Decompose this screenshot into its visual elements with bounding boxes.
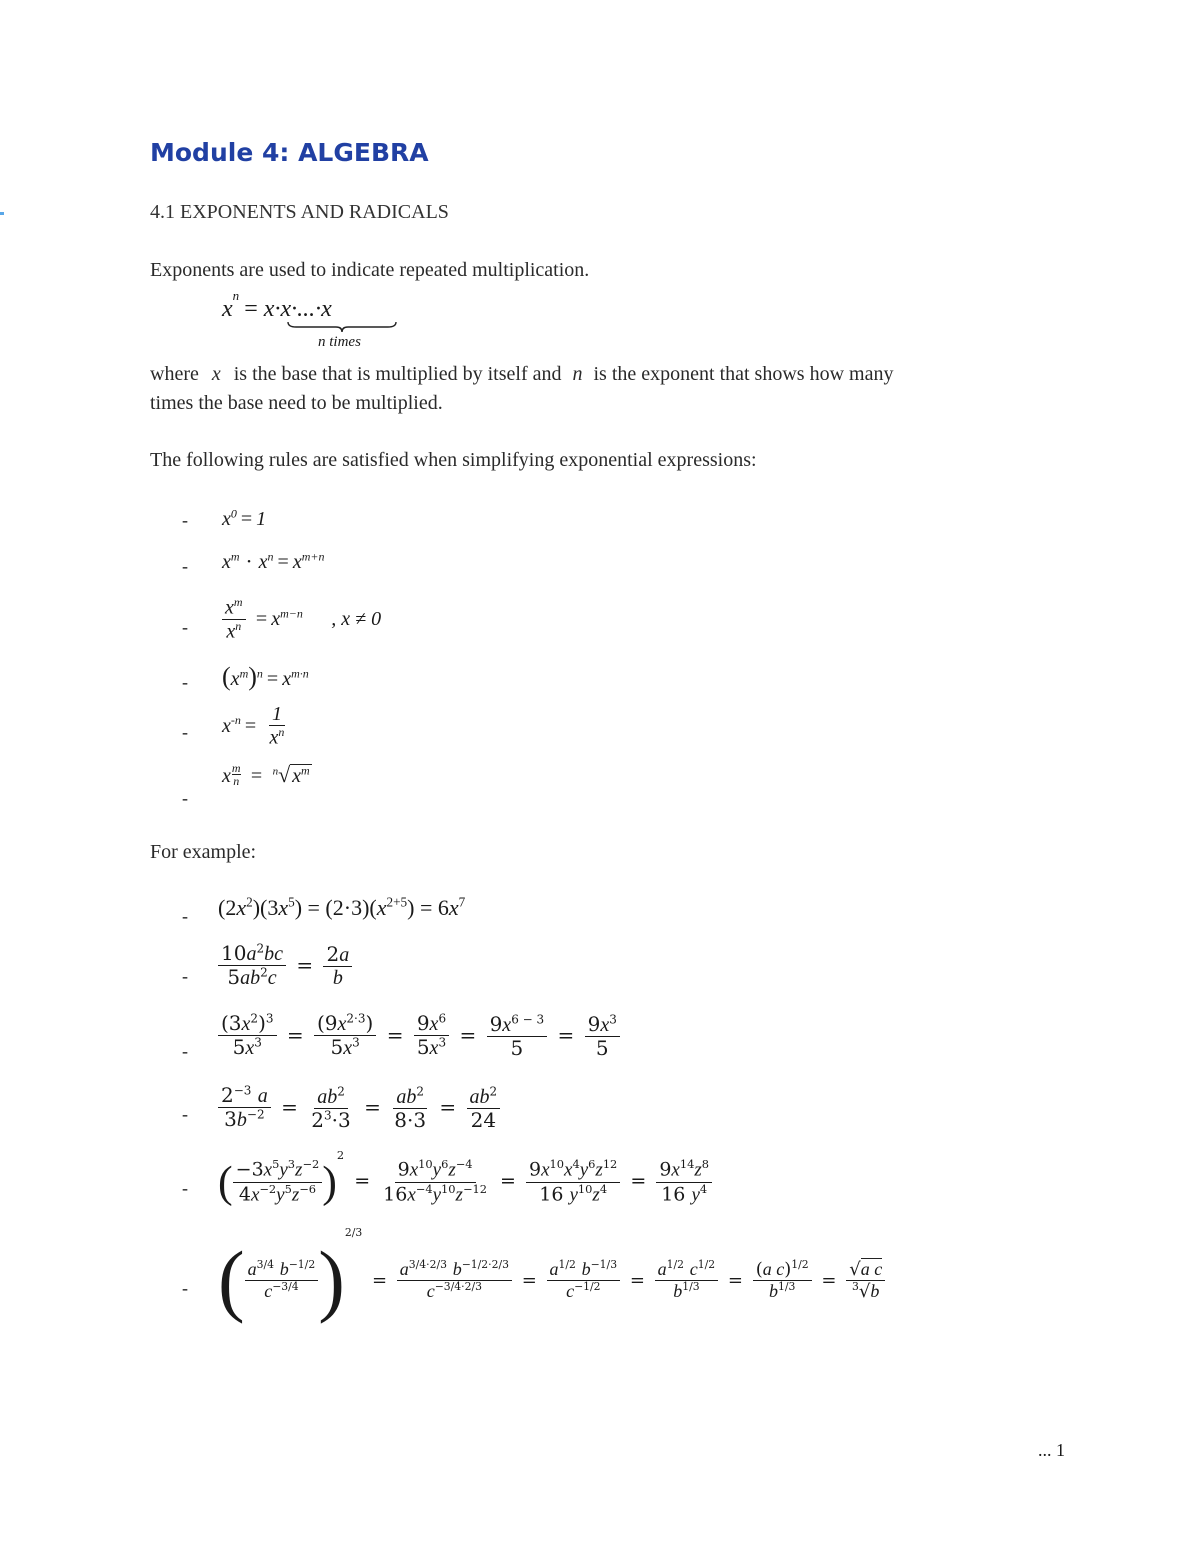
example-2: $\frac{10a^2bc}{5ab^2c}$ = $\frac{2a}{b}$: [218, 942, 352, 990]
bullet-dash: -: [182, 1278, 188, 1298]
brace-label: n times: [318, 334, 361, 350]
bullet-dash: -: [182, 1041, 188, 1061]
example-3: $\frac{(3x^2)^3}{5x^3}$ = $\frac{(9x^{2\cdot 3})}{5x^3}$ = $\frac{9x^6}{5x^3}$ = $\frac{9x^{6 - 3}}{5}$ = $\frac{9x^3}{5}$: [218, 1012, 620, 1060]
rule-zero-exponent: $x^0 = 1$: [222, 506, 267, 530]
bullet-dash: -: [182, 722, 188, 742]
underbrace: [286, 320, 398, 334]
rule-product: $x^m \cdot x^n = x^{m+n}$: [222, 549, 325, 573]
bullet-dash: -: [182, 788, 188, 808]
rule-rational-exponent: x $\frac{m}{n}$ = $^n$√ $x^m$: [222, 761, 310, 788]
rule-negative-exponent: $x^{-n}$ = $\frac{1}{x^n}$: [222, 703, 285, 749]
bullet-dash: -: [182, 906, 188, 926]
examples-intro: For example:: [150, 841, 257, 863]
rule-power-of-power: $(x^m)^n = x^{m\cdot n}$: [222, 662, 309, 691]
module-title: Module 4: ALGEBRA: [150, 138, 429, 167]
section-heading: 4.1 EXPONENTS AND RADICALS: [150, 201, 449, 223]
bullet-dash: -: [182, 966, 188, 986]
intro-paragraph: Exponents are used to indicate repeated multiplication.: [150, 259, 590, 281]
margin-marker: [0, 212, 4, 215]
example-1: $(2x^2)(3x^5) = (2\cdot 3)(x^{2+5}) = 6x^7$: [218, 895, 466, 921]
bullet-dash: -: [182, 1104, 188, 1124]
bullet-dash: -: [182, 617, 188, 637]
bullet-dash: -: [182, 556, 188, 576]
example-5: ( $\frac{-3x^5y^3z^{-2}}{4x^{-2}y^5z^{-6}}$ )$^2$ = $\frac{9x^{10}y^6z^{-4}}{16x^{-4}y^{10}z^{-12}}$ = $\frac{9x^{10}x^4y^6z^{12}}{16 y^{10}z^4}$ = $\frac{9x^{14}z^8}{16 y^4}$: [218, 1148, 712, 1208]
definition-lhs: x: [222, 296, 233, 322]
where-paragraph: where x is the base that is multiplied by itself and n is the exponent that shows how many times the base need to be multiplied.: [150, 363, 894, 414]
rule-condition: , x ≠ 0: [331, 608, 382, 631]
definition-exponent: n: [232, 287, 240, 303]
rule-quotient: $\frac{x^m}{x^n}$ = $x^{m-n}$ , x ≠ 0: [222, 596, 381, 643]
page-number: ... 1: [1038, 1440, 1065, 1460]
exponent-definition: $x^n = x\cdot x\cdot...\cdot x$: [222, 287, 332, 322]
bullet-dash: -: [182, 510, 188, 530]
example-6: ( $\frac{a^{3/4} b^{-1/2}}{c^{-3/4}}$ )$^{2/3}$ = $\frac{a^{3/4\cdot 2/3} b^{-1/2\cdot 2/3}}{c^{-3/4\cdot 2/3}}$ = $\frac{a^{1/2} b^{-1/3}}{c^{-1/2}}$ = $\frac{a^{1/2} c^{1/2}}{b^{1/3}}$ = $\frac{(a c)^{1/2}}{b^{1/3}}$ = $\frac{\text{√a c}}{^3√b}$: [218, 1226, 885, 1327]
bullet-dash: -: [182, 1178, 188, 1198]
definition-rhs: x·x·...·x: [263, 296, 332, 322]
example-4: $\frac{2^{-3} a}{3b^{-2}}$ = $\frac{ab^2}{2^3\cdot 3}$ = $\frac{ab^2}{8\cdot 3}$ = $\frac{ab^2}{24}$: [218, 1084, 500, 1132]
rules-intro: The following rules are satisfied when simplifying exponential expressions:: [150, 449, 757, 471]
bullet-dash: -: [182, 672, 188, 692]
